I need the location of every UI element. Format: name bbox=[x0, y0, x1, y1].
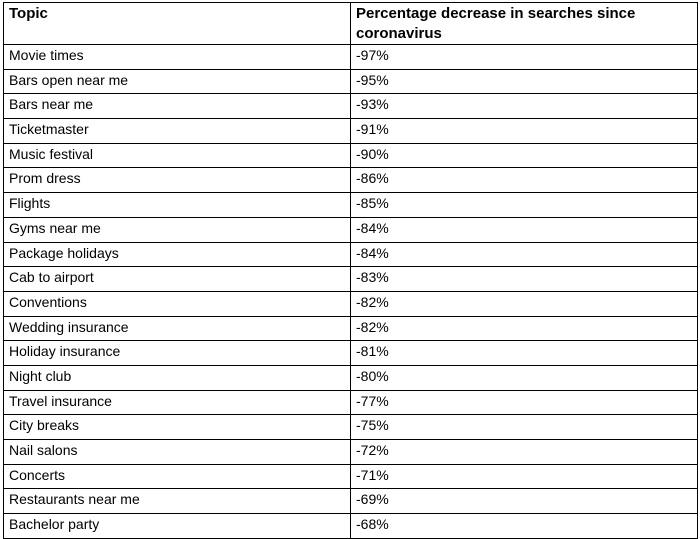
table-row bbox=[4, 69, 698, 94]
percentage-cell: -81% bbox=[351, 341, 698, 366]
topic-cell: Ticketmaster bbox=[4, 119, 351, 144]
topic-cell: Concerts bbox=[4, 464, 351, 489]
table-row bbox=[4, 168, 698, 193]
percentage-cell: -97% bbox=[351, 45, 698, 70]
percentage-cell: -90% bbox=[351, 143, 698, 168]
table-row bbox=[4, 464, 698, 489]
table-row bbox=[4, 489, 698, 514]
percentage-cell: -75% bbox=[351, 415, 698, 440]
search-decrease-table bbox=[3, 2, 698, 539]
table-row bbox=[4, 341, 698, 366]
header-percentage-decrease: Percentage decrease in searches since coronavirus bbox=[351, 3, 698, 45]
percentage-cell: -84% bbox=[351, 242, 698, 267]
percentage-cell: -85% bbox=[351, 193, 698, 218]
topic-cell: Cab to airport bbox=[4, 267, 351, 292]
topic-cell: Travel insurance bbox=[4, 390, 351, 415]
table-row bbox=[4, 316, 698, 341]
topic-cell: Nail salons bbox=[4, 440, 351, 465]
header-row bbox=[4, 3, 698, 45]
percentage-cell: -68% bbox=[351, 514, 698, 539]
topic-cell: City breaks bbox=[4, 415, 351, 440]
table-row bbox=[4, 514, 698, 539]
topic-cell: Flights bbox=[4, 193, 351, 218]
table-row bbox=[4, 415, 698, 440]
table-row bbox=[4, 440, 698, 465]
table-row bbox=[4, 193, 698, 218]
table-row bbox=[4, 242, 698, 267]
table-row bbox=[4, 390, 698, 415]
header-topic: Topic bbox=[4, 3, 351, 45]
topic-cell: Gyms near me bbox=[4, 217, 351, 242]
topic-cell: Package holidays bbox=[4, 242, 351, 267]
table-row bbox=[4, 45, 698, 70]
topic-cell: Prom dress bbox=[4, 168, 351, 193]
percentage-cell: -93% bbox=[351, 94, 698, 119]
topic-cell: Wedding insurance bbox=[4, 316, 351, 341]
table-row bbox=[4, 94, 698, 119]
topic-cell: Bars open near me bbox=[4, 69, 351, 94]
percentage-cell: -82% bbox=[351, 291, 698, 316]
table-row bbox=[4, 365, 698, 390]
table-body bbox=[4, 45, 698, 539]
table-row bbox=[4, 267, 698, 292]
topic-cell: Restaurants near me bbox=[4, 489, 351, 514]
percentage-cell: -91% bbox=[351, 119, 698, 144]
table-row bbox=[4, 291, 698, 316]
topic-cell: Conventions bbox=[4, 291, 351, 316]
table-row bbox=[4, 119, 698, 144]
topic-cell: Bachelor party bbox=[4, 514, 351, 539]
table-row bbox=[4, 143, 698, 168]
percentage-cell: -69% bbox=[351, 489, 698, 514]
percentage-cell: -71% bbox=[351, 464, 698, 489]
topic-cell: Bars near me bbox=[4, 94, 351, 119]
topic-cell: Movie times bbox=[4, 45, 351, 70]
table-row bbox=[4, 217, 698, 242]
percentage-cell: -80% bbox=[351, 365, 698, 390]
percentage-cell: -77% bbox=[351, 390, 698, 415]
percentage-cell: -82% bbox=[351, 316, 698, 341]
topic-cell: Night club bbox=[4, 365, 351, 390]
percentage-cell: -72% bbox=[351, 440, 698, 465]
percentage-cell: -83% bbox=[351, 267, 698, 292]
topic-cell: Holiday insurance bbox=[4, 341, 351, 366]
topic-cell: Music festival bbox=[4, 143, 351, 168]
percentage-cell: -86% bbox=[351, 168, 698, 193]
percentage-cell: -84% bbox=[351, 217, 698, 242]
percentage-cell: -95% bbox=[351, 69, 698, 94]
table-header bbox=[4, 3, 698, 45]
